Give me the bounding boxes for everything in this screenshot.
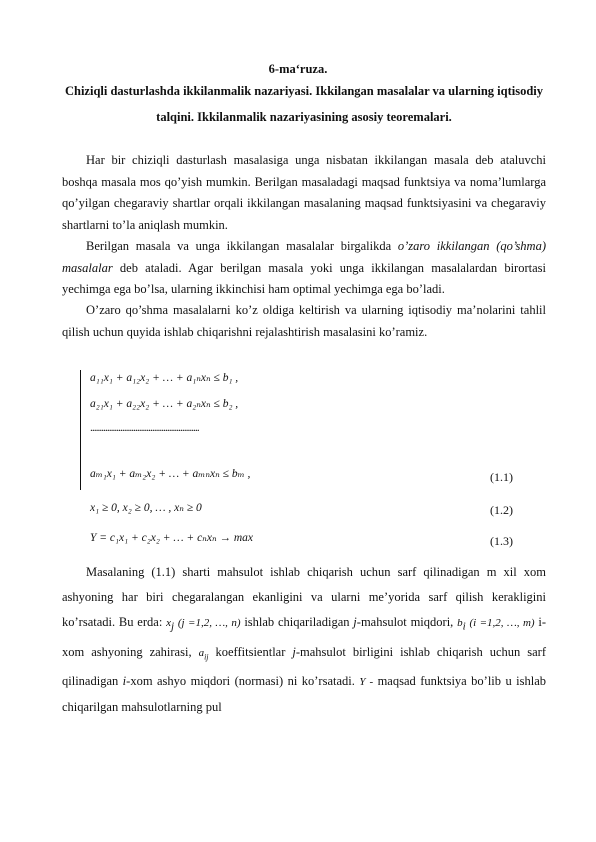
paragraph-4-part-a: Masalaning (1.1) sharti mahsulot ishlab chiqarish uchun sarf qilinadigan m xil xom ashyoning har biri chegaralangan ekanligini va ularni me’yorida sarf qilish kerakligini ko’rsatadi. Bu erda: (62, 565, 546, 629)
paragraph-3: O’zaro qo’shma masalalarni ko’z oldiga keltirish va ularning iqtisodiy ma’nolarini tahlil qilish uchun quyida ishlab chiqarishni rejalashtirish masalasini ko’ramiz. (62, 303, 546, 339)
paragraph-4-part-b: ishlab chiqariladigan (240, 615, 354, 629)
var-Y: Y - (359, 676, 374, 688)
paragraph-2-part-c: deb ataladi. Agar berilgan masala yoki unga ikkilangan masalalardan birortasi yechimga ega bo’lsa, ularning ikkinchisi ham optimal yechimga ega bo’ladi. (62, 260, 546, 296)
var-aij-subscript: ij (204, 652, 209, 661)
index-i: i (122, 674, 127, 688)
lecture-title: 6-ma‘ruza. (268, 62, 328, 76)
constraint-system (80, 370, 310, 490)
paragraph-2-term: o’zaro ikkilangan (qo’shma) masalalar (62, 239, 546, 275)
var-bi: b (457, 617, 463, 629)
var-xj-range: (j =1,2, …, n) (177, 617, 241, 629)
constraint-row-m: aₘ₁x₁ + aₘ₂x₂ + … + aₘₙxₙ ≤ bₘ , (90, 468, 251, 480)
lecture-subtitle: Chiziqli dasturlashda ikkilanmalik nazariyasi. Ikkilangan masalalar va ularning iqtisodiy talqini. Ikkilanmalik nazariyasining asosiy teoremalari. (64, 84, 544, 124)
var-bi-subscript: i (462, 620, 466, 633)
objective-function: Y = c₁x₁ + c₂x₂ + … + cₙxₙ → max (90, 532, 254, 544)
paragraph-4-part-e: koeffitsientlar (208, 644, 293, 659)
constraint-row-2: a₂₁x₁ + a₂₂x₂ + … + a₂ₙxₙ ≤ b₂ , (90, 398, 239, 410)
var-aij: a (198, 646, 205, 659)
paragraph-4-part-h: maqsad funktsiya bo’lib u ishlab chiqarilgan mahsulotlarning pul (62, 674, 546, 714)
paragraph-4-part-c: -mahsulot miqdori, (356, 615, 458, 629)
var-xj-subscript: j (171, 620, 175, 633)
equation-number-2: (1.2) (490, 503, 513, 517)
index-j: j (353, 615, 357, 629)
equation-number-1: (1.1) (490, 470, 513, 484)
paragraph-4 (62, 560, 546, 720)
paragraph-2-part-a: Berilgan masala va unga ikkilangan masalalar birgalikda (86, 239, 398, 253)
paragraph-1: Har bir chiziqli dasturlash masalasiga unga nisbatan ikkilangan masala deb ataluvchi boshqa masala mos qo’yish mumkin. Berilgan masaladagi maqsad funktsiya va noma’lumlarga qo’yilgan chegaraviy shartlar orqali ikkilangan masalaning maqsad funktsiyasini va chegaraviy shartlarni to’la aniqlash mumkin. (62, 153, 546, 232)
constraint-row-dots: .......................................................... (90, 422, 199, 434)
equation-number-3: (1.3) (490, 534, 513, 548)
paragraph-4-part-d: i-xom ashyoning zahirasi, (62, 615, 547, 659)
constraint-row-1: a₁₁x₁ + a₁₂x₂ + … + a₁ₙxₙ ≤ b₁ , (90, 372, 239, 384)
nonnegativity-condition: x₁ ≥ 0, x₂ ≥ 0, … , xₙ ≥ 0 (90, 502, 202, 514)
paragraph-4-part-f: -mahsulot birligini ishlab chiqarish uchun sarf qilinadigan (62, 644, 547, 688)
var-xj: x (166, 617, 171, 629)
index-j-2: j (292, 644, 296, 659)
var-bi-range: (i =1,2, …, m) (469, 617, 535, 629)
paragraph-2 (62, 236, 546, 301)
paragraph-4-part-g: -xom ashyo miqdori (normasi) ni ko’rsatadi. (126, 674, 360, 688)
system-brace (80, 370, 87, 490)
